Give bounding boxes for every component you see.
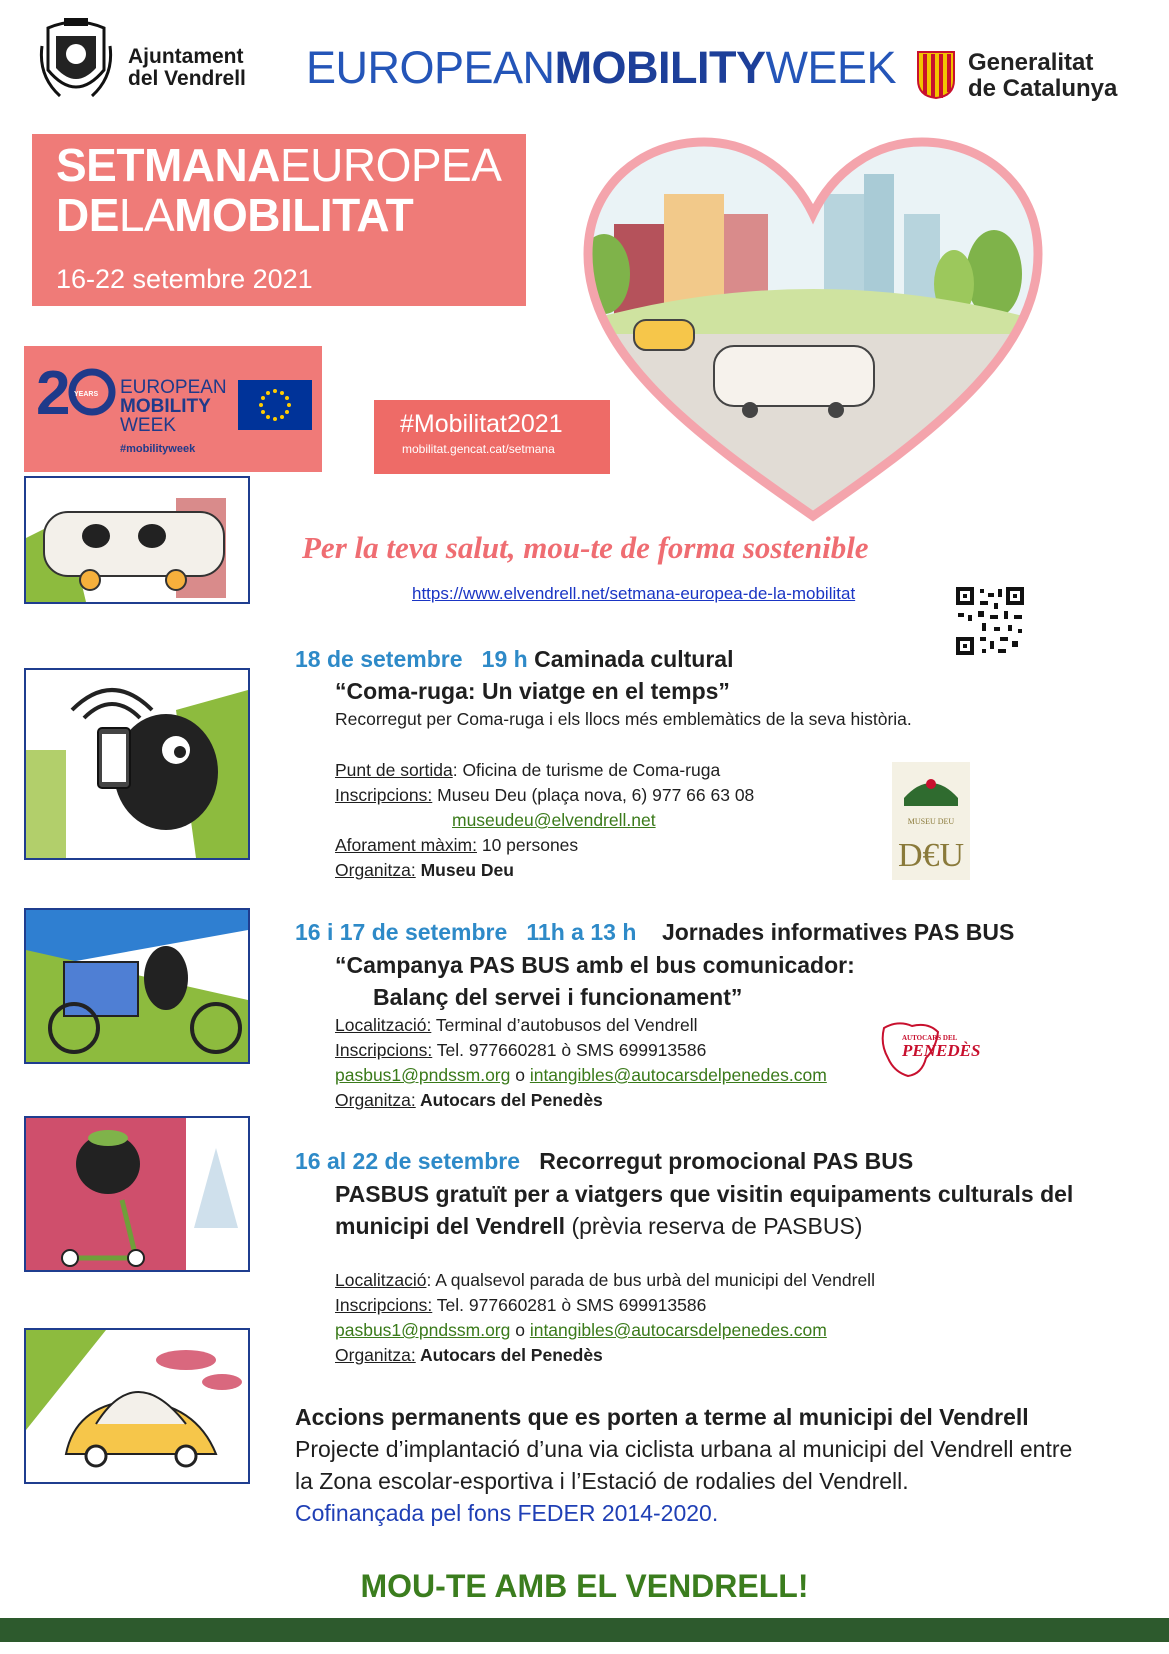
ajuntament-name: Ajuntament del Vendrell <box>128 45 246 90</box>
event3-emails: pasbus1@pndssm.org o intangibles@autocarsdelpenedes.com <box>335 1320 827 1340</box>
svg-text:PENEDÈS: PENEDÈS <box>902 1041 981 1060</box>
event1-email-link[interactable]: museudeu@elvendrell.net <box>452 810 656 830</box>
event2-email2-link[interactable]: intangibles@autocarsdelpenedes.com <box>529 1065 827 1085</box>
event3-email1-link[interactable]: pasbus1@pndssm.org <box>335 1320 511 1340</box>
footer-bar <box>0 1618 1169 1642</box>
cargo-bike-illustration <box>24 908 250 1064</box>
svg-text:YEARS: YEARS <box>74 391 99 398</box>
european-mobility-week-title: EUROPEANMOBILITYWEEK <box>306 42 897 93</box>
event2-organizer: Organitza: Autocars del Penedès <box>335 1090 603 1110</box>
heart-city-illustration <box>574 134 1052 524</box>
museu-deu-logo <box>892 762 970 880</box>
event2-header: 16 i 17 de setembre 11h a 13 h Jornades informatives PAS BUS <box>295 919 1015 945</box>
event2-title-line2: Balanç del servei i funcionament” <box>373 984 743 1010</box>
svg-text:MUSEU DEU: MUSEU DEU <box>907 817 955 826</box>
event1-organizer: Organitza: Museu Deu <box>335 860 514 880</box>
event-website-link[interactable]: https://www.elvendrell.net/setmana-europea-de-la-mobilitat <box>412 584 856 603</box>
permanent-actions-title: Accions permanents que es porten a terme al municipi del Vendrell <box>295 1404 1029 1430</box>
qr-code <box>954 585 1026 657</box>
event1-header: 18 de setembre 19 h Caminada cultural <box>295 646 734 672</box>
event3-header: 16 al 22 de setembre Recorregut promocional PAS BUS <box>295 1148 914 1174</box>
svg-text:AUTOCARS DEL: AUTOCARS DEL <box>902 1034 958 1042</box>
scooter-illustration <box>24 1116 250 1272</box>
event2-email1-link[interactable]: pasbus1@pndssm.org <box>335 1065 511 1085</box>
svg-text:2: 2 <box>36 359 71 428</box>
event3-title-line1: PASBUS gratuït per a viatgers que visitin equipaments culturals del <box>335 1181 1074 1207</box>
event2-registration: Inscripcions: Tel. 977660281 ò SMS 699913586 <box>335 1040 707 1060</box>
walking-phone-illustration <box>24 668 250 860</box>
footer-call-to-action: MOU-TE AMB EL VENDRELL! <box>360 1568 809 1604</box>
event2-emails: pasbus1@pndssm.org o intangibles@autocarsdelpenedes.com <box>335 1065 827 1085</box>
mobilitat-gencat-url: mobilitat.gencat.cat/setmana <box>402 442 555 456</box>
event3-email2-link[interactable]: intangibles@autocarsdelpenedes.com <box>529 1320 827 1340</box>
slogan: Per la teva salut, mou-te de forma sostenible <box>302 530 869 565</box>
banner-title: SETMANAEUROPEA DELAMOBILITAT <box>56 139 502 241</box>
permanent-line1: Projecte d’implantació d’una via ciclista urbana al municipi del Vendrell entre <box>295 1436 1073 1462</box>
event1-start-point: Punt de sortida: Oficina de turisme de Coma-ruga <box>335 760 721 780</box>
event3-registration: Inscripcions: Tel. 977660281 ò SMS 699913586 <box>335 1295 707 1315</box>
event3-location: Localització: A qualsevol parada de bus urbà del municipi del Vendrell <box>335 1270 875 1290</box>
electric-car-illustration <box>24 1328 250 1484</box>
ajuntament-crest-logo <box>38 16 114 108</box>
autocars-penedes-logo <box>878 1018 988 1080</box>
permanent-line2: la Zona escolar-esportiva i l’Estació de rodalies del Vendrell. <box>295 1468 909 1494</box>
bus-illustration <box>24 476 250 604</box>
event1-capacity: Aforament màxim: 10 persones <box>335 835 579 855</box>
event2-title-line1: “Campanya PAS BUS amb el bus comunicador: <box>335 952 855 978</box>
banner-date: 16-22 setembre 2021 <box>56 264 313 294</box>
event1-registration: Inscripcions: Museu Deu (plaça nova, 6) 977 66 63 08 <box>335 785 755 805</box>
event2-location: Localització: Terminal d’autobusos del Vendrell <box>335 1015 698 1035</box>
svg-text:D€U: D€U <box>897 837 965 874</box>
feder-funding-note: Cofinançada pel fons FEDER 2014-2020. <box>295 1500 719 1526</box>
event1-description: Recorregut per Coma-ruga i els llocs més emblemàtics de la seva història. <box>335 709 912 729</box>
mobilitat2021-hashtag: #Mobilitat2021 <box>400 410 563 438</box>
event1-title: “Coma-ruga: Un viatge en el temps” <box>335 678 730 704</box>
event3-organizer: Organitza: Autocars del Penedès <box>335 1345 603 1365</box>
eu-flag-icon <box>238 380 312 430</box>
emw-20-text: EUROPEAN MOBILITY WEEK <box>120 377 227 436</box>
mobilityweek-hashtag: #mobilityweek <box>120 443 196 455</box>
generalitat-flag-logo <box>916 48 956 100</box>
generalitat-name: Generalitat de Catalunya <box>968 49 1118 102</box>
twenty-years-logo <box>34 352 120 428</box>
event3-title-line2: municipi del Vendrell (prèvia reserva de PASBUS) <box>335 1213 863 1239</box>
